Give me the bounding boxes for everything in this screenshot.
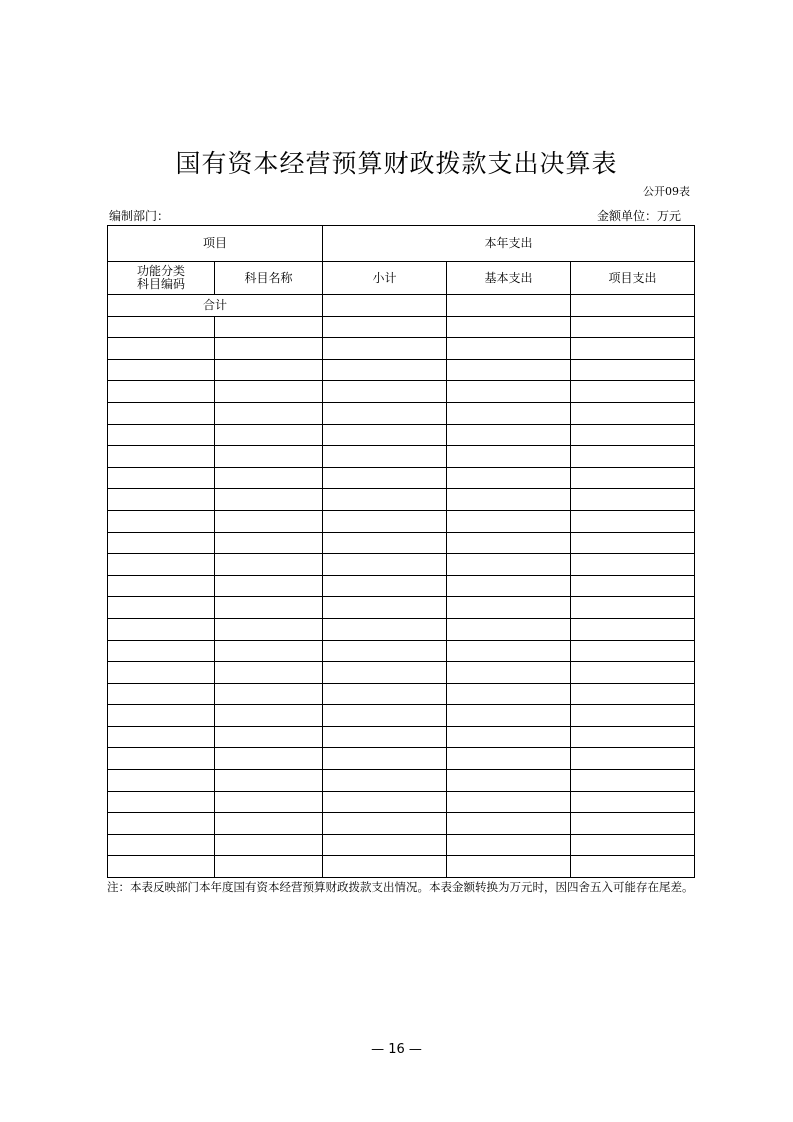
cell-subject-name [215,683,323,705]
unit-label: 金额单位：万元 [596,209,681,223]
page-number: — 16 — [371,1042,422,1057]
cell-function-code [108,532,215,554]
cell-project-expense [571,316,695,338]
cell-project-expense [571,338,695,360]
cell-function-code [108,791,215,813]
cell-subject-name [215,424,323,446]
total-project [571,295,695,317]
cell-basic-expense [447,554,571,576]
cell-subtotal [323,424,447,446]
cell-basic-expense [447,705,571,727]
cell-project-expense [571,597,695,619]
table-row [108,489,695,511]
cell-basic-expense [447,748,571,770]
cell-function-code [108,662,215,684]
table-row [108,726,695,748]
cell-function-code [108,402,215,424]
cell-project-expense [571,705,695,727]
header-basic-expense: 基本支出 [447,262,571,295]
cell-project-expense [571,834,695,856]
cell-subject-name [215,640,323,662]
cell-project-expense [571,662,695,684]
cell-function-code [108,489,215,511]
cell-project-expense [571,446,695,468]
cell-basic-expense [447,381,571,403]
cell-subtotal [323,834,447,856]
table-row [108,834,695,856]
cell-basic-expense [447,510,571,532]
cell-function-code [108,359,215,381]
cell-subject-name [215,359,323,381]
cell-function-code [108,640,215,662]
cell-subject-name [215,705,323,727]
cell-subject-name [215,791,323,813]
cell-subject-name [215,575,323,597]
cell-project-expense [571,510,695,532]
cell-function-code [108,856,215,878]
table-row [108,683,695,705]
header-row-group [108,226,695,262]
cell-project-expense [571,532,695,554]
cell-subject-name [215,770,323,792]
cell-function-code [108,554,215,576]
table-row [108,748,695,770]
table-row [108,554,695,576]
cell-function-code [108,834,215,856]
cell-project-expense [571,424,695,446]
cell-project-expense [571,683,695,705]
header-function-code: 功能分类 科目编码 [108,262,215,295]
cell-subtotal [323,381,447,403]
cell-project-expense [571,726,695,748]
table-row [108,424,695,446]
table-number: 公开09表 [643,185,690,198]
total-label: 合计 [108,295,323,317]
table-row [108,381,695,403]
cell-function-code [108,683,215,705]
cell-function-code [108,726,215,748]
cell-basic-expense [447,424,571,446]
cell-project-expense [571,402,695,424]
cell-subject-name [215,618,323,640]
cell-function-code [108,597,215,619]
cell-basic-expense [447,683,571,705]
cell-subtotal [323,770,447,792]
cell-basic-expense [447,489,571,511]
cell-function-code [108,424,215,446]
cell-subtotal [323,489,447,511]
table-row [108,662,695,684]
cell-project-expense [571,381,695,403]
cell-subtotal [323,402,447,424]
header-row-columns [108,262,695,295]
table-row [108,316,695,338]
table-row [108,359,695,381]
header-project-expense: 项目支出 [571,262,695,295]
cell-subtotal [323,726,447,748]
table-row [108,575,695,597]
cell-basic-expense [447,402,571,424]
cell-subject-name [215,467,323,489]
cell-basic-expense [447,467,571,489]
cell-function-code [108,467,215,489]
cell-subject-name [215,402,323,424]
cell-basic-expense [447,856,571,878]
table-row [108,338,695,360]
table-row [108,705,695,727]
cell-function-code [108,748,215,770]
cell-project-expense [571,640,695,662]
cell-project-expense [571,770,695,792]
cell-subject-name [215,554,323,576]
cell-basic-expense [447,532,571,554]
table-row [108,791,695,813]
cell-subject-name [215,338,323,360]
cell-subtotal [323,338,447,360]
header-subtotal: 小计 [323,262,447,295]
cell-subtotal [323,359,447,381]
cell-basic-expense [447,338,571,360]
cell-basic-expense [447,316,571,338]
cell-function-code [108,813,215,835]
cell-function-code [108,316,215,338]
cell-subject-name [215,856,323,878]
cell-basic-expense [447,618,571,640]
cell-project-expense [571,791,695,813]
cell-subject-name [215,813,323,835]
cell-project-expense [571,618,695,640]
table-row [108,813,695,835]
cell-function-code [108,705,215,727]
cell-function-code [108,510,215,532]
cell-subject-name [215,726,323,748]
cell-function-code [108,770,215,792]
cell-function-code [108,446,215,468]
cell-basic-expense [447,813,571,835]
cell-project-expense [571,554,695,576]
cell-project-expense [571,359,695,381]
cell-subtotal [323,662,447,684]
cell-subtotal [323,446,447,468]
cell-subject-name [215,316,323,338]
table-row [108,597,695,619]
cell-subject-name [215,510,323,532]
cell-subject-name [215,489,323,511]
cell-basic-expense [447,597,571,619]
cell-basic-expense [447,446,571,468]
table-row [108,402,695,424]
cell-project-expense [571,489,695,511]
cell-subject-name [215,748,323,770]
cell-project-expense [571,467,695,489]
dept-label: 编制部门： [109,209,170,223]
cell-project-expense [571,748,695,770]
total-basic [447,295,571,317]
cell-subtotal [323,791,447,813]
table-row [108,856,695,878]
cell-subtotal [323,467,447,489]
cell-basic-expense [447,662,571,684]
table-row [108,640,695,662]
table-row [108,510,695,532]
total-subtotal [323,295,447,317]
cell-subject-name [215,446,323,468]
cell-subject-name [215,662,323,684]
cell-subtotal [323,705,447,727]
expenditure-table [107,225,695,878]
cell-subtotal [323,813,447,835]
cell-subtotal [323,554,447,576]
table-row [108,467,695,489]
cell-basic-expense [447,640,571,662]
cell-basic-expense [447,575,571,597]
table-row [108,532,695,554]
header-subject-name: 科目名称 [215,262,323,295]
cell-subtotal [323,532,447,554]
cell-project-expense [571,856,695,878]
cell-subtotal [323,575,447,597]
cell-subtotal [323,510,447,532]
header-item: 项目 [108,226,323,262]
cell-subtotal [323,640,447,662]
cell-subtotal [323,316,447,338]
cell-function-code [108,575,215,597]
footnote: 注：本表反映部门本年度国有资本经营预算财政拨款支出情况。本表金额转换为万元时，因四舍五入可能存在尾差。 [107,880,694,894]
cell-basic-expense [447,726,571,748]
cell-subject-name [215,381,323,403]
cell-basic-expense [447,770,571,792]
cell-function-code [108,618,215,640]
table-row [108,446,695,468]
page-title: 国有资本经营预算财政拨款支出决算表 [175,149,618,178]
cell-function-code [108,381,215,403]
cell-subtotal [323,856,447,878]
cell-subject-name [215,532,323,554]
cell-basic-expense [447,834,571,856]
total-row [108,295,695,317]
cell-basic-expense [447,359,571,381]
cell-basic-expense [447,791,571,813]
cell-subtotal [323,748,447,770]
cell-project-expense [571,813,695,835]
table-row [108,770,695,792]
cell-function-code [108,338,215,360]
cell-subtotal [323,597,447,619]
cell-subtotal [323,683,447,705]
cell-subject-name [215,597,323,619]
cell-subtotal [323,618,447,640]
header-year-expense: 本年支出 [323,226,695,262]
table-row [108,618,695,640]
cell-project-expense [571,575,695,597]
cell-subject-name [215,834,323,856]
